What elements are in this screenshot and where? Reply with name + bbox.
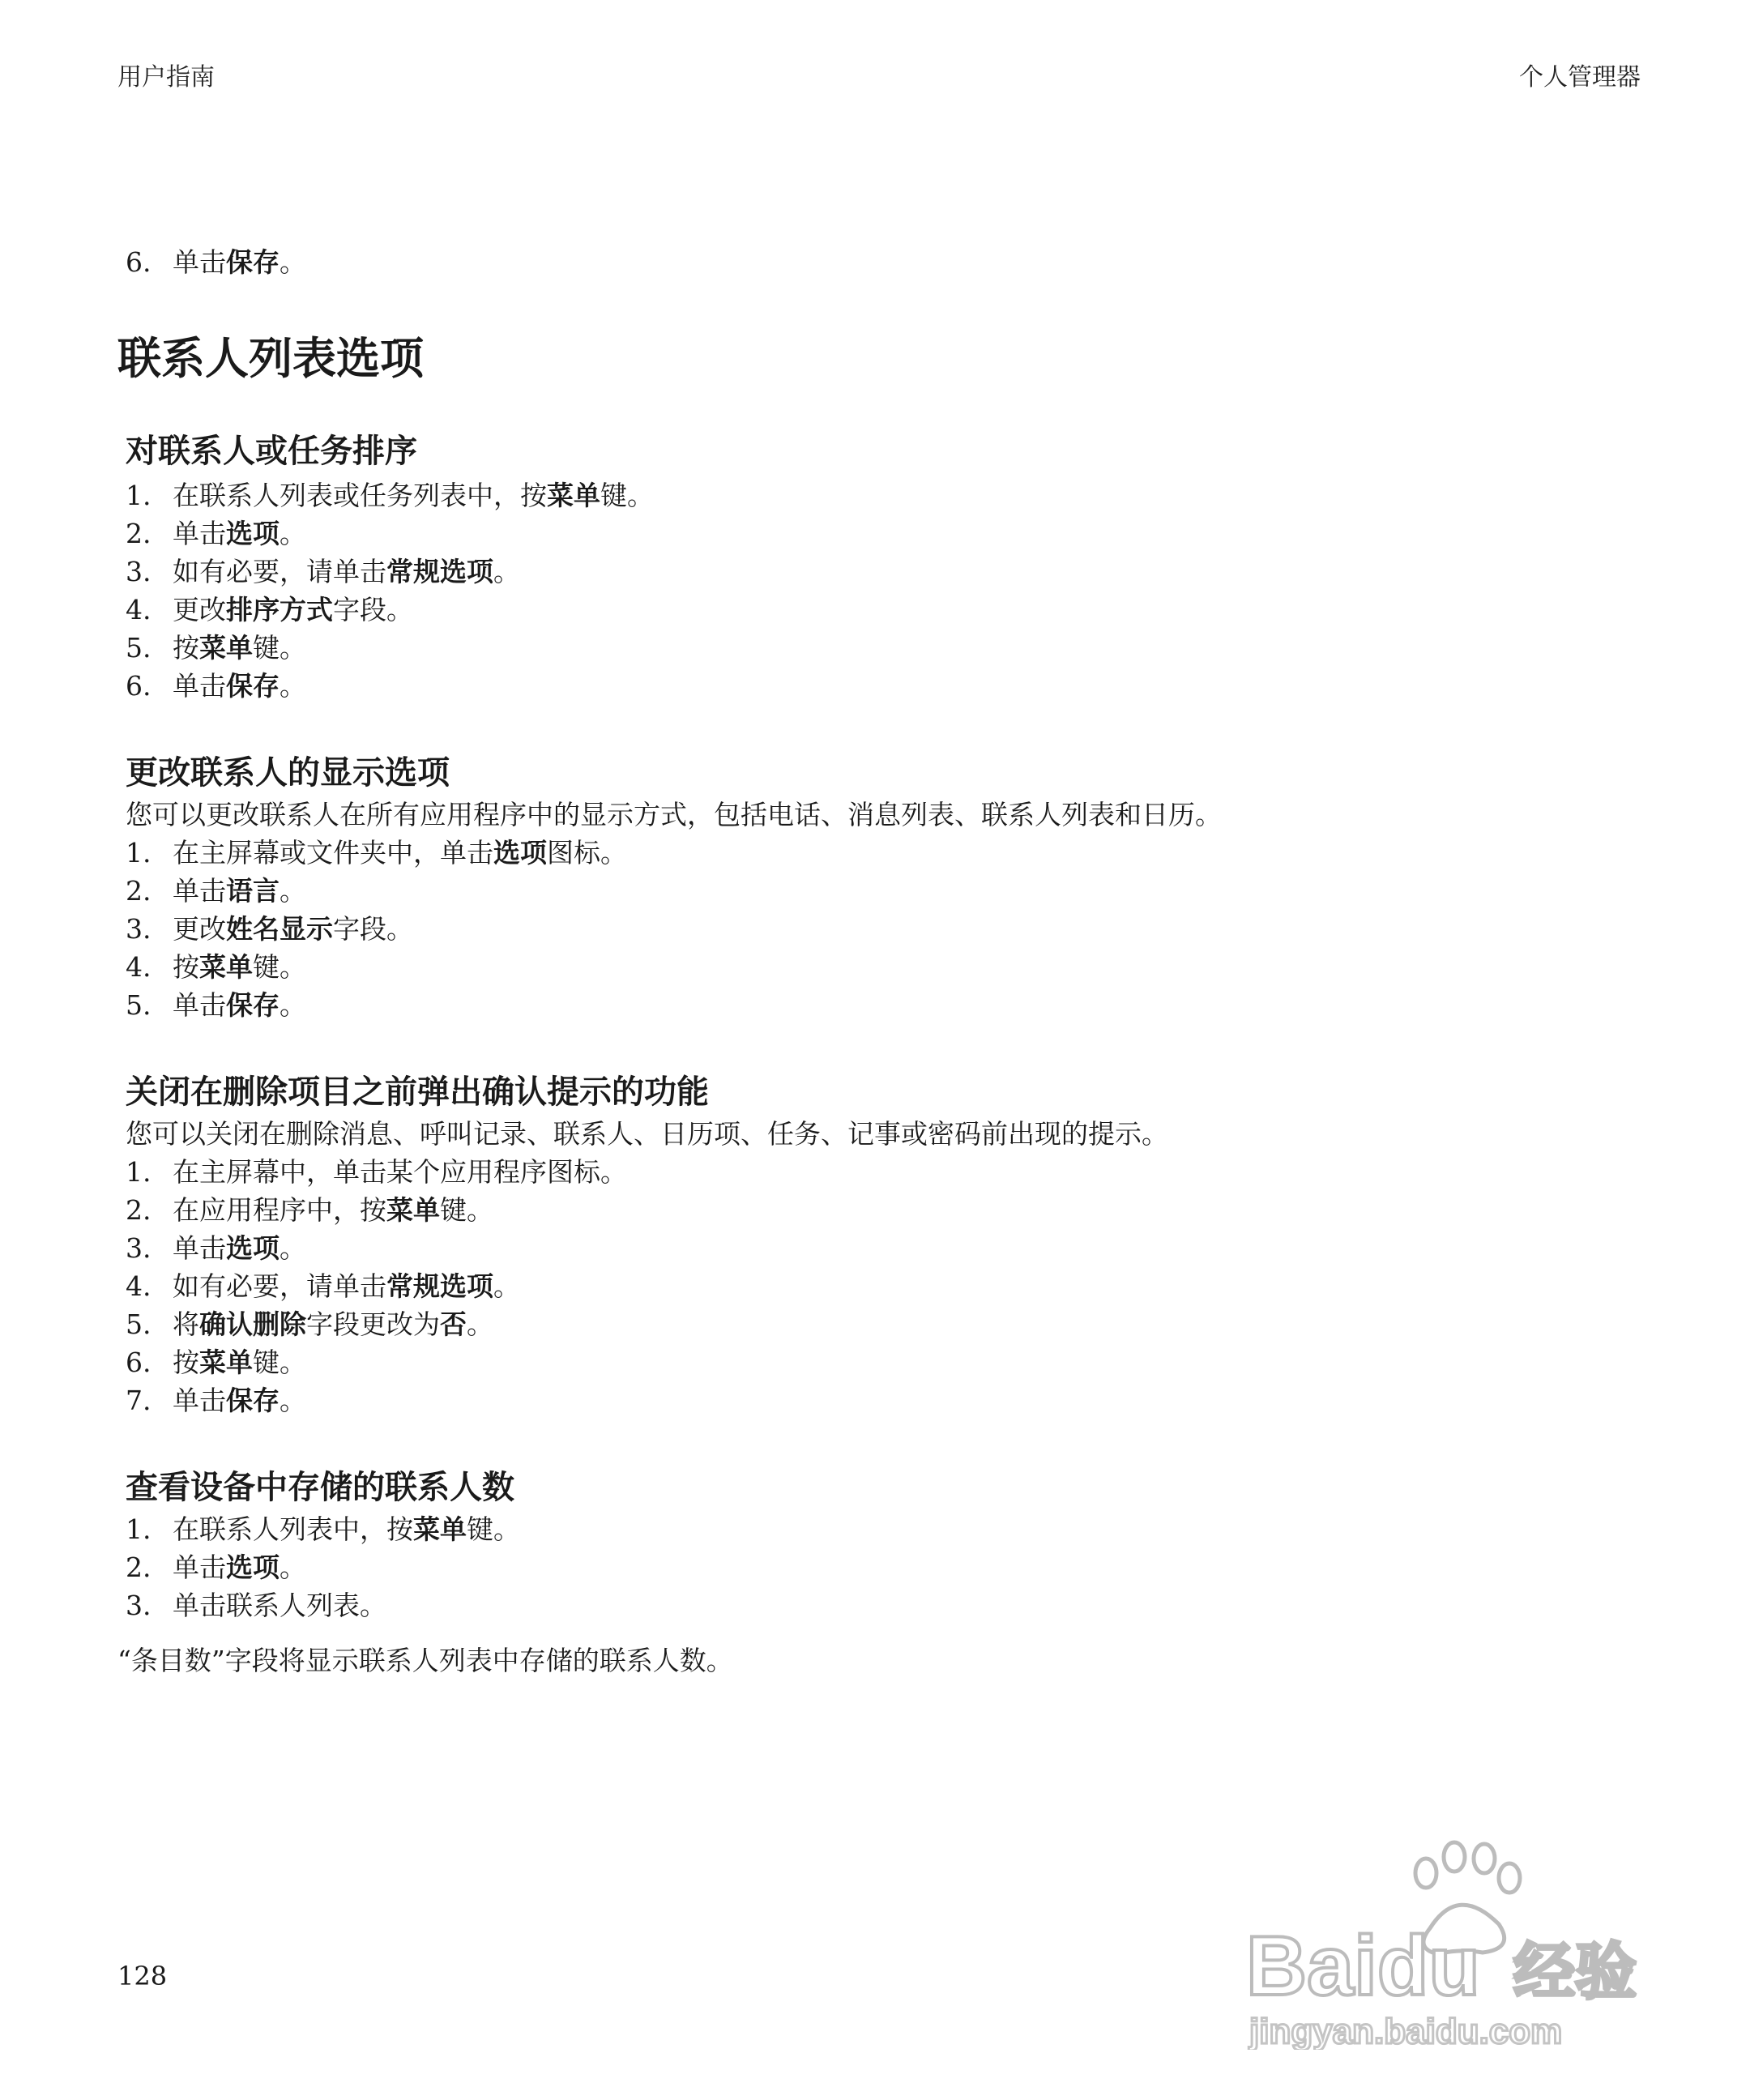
list-item <box>126 554 520 590</box>
list-item <box>126 1512 520 1547</box>
list-item <box>126 668 306 704</box>
step-number: 2. <box>126 518 152 549</box>
step-text: 更改 <box>173 913 226 945</box>
step-text: 在联系人列表或任务列表中，按 <box>173 480 547 511</box>
list-item <box>126 835 627 871</box>
step-number: 6. <box>126 1347 152 1378</box>
step-text-end: 键。 <box>253 951 306 983</box>
step-text: 在主屏幕中，单击某个应用程序图标。 <box>173 1156 627 1188</box>
step-number: 3. <box>126 1232 152 1264</box>
list-item <box>126 478 654 514</box>
running-header-left: 用户指南 <box>117 63 215 92</box>
section-outro: “条目数”字段将显示联系人列表中存储的联系人数。 <box>117 1645 733 1676</box>
list-item <box>126 950 306 985</box>
step-text: 单击 <box>173 670 226 702</box>
section-intro: 您可以关闭在删除消息、呼叫记录、联系人、日历项、任务、记事或密码前出现的提示。 <box>126 1118 1168 1150</box>
list-item <box>126 873 306 909</box>
step-number: 1. <box>126 1156 152 1188</box>
step-number: 2. <box>126 1552 152 1583</box>
step-text-end: 。 <box>280 875 306 907</box>
step-number: 3. <box>126 1590 152 1621</box>
step-keyword: 确认删除 <box>199 1308 306 1340</box>
step-number: 2. <box>126 875 152 907</box>
list-item <box>126 911 413 947</box>
step-keyword: 保存 <box>226 989 280 1021</box>
section-heading: 查看设备中存储的联系人数 <box>126 1469 514 1506</box>
section-intro: 您可以更改联系人在所有应用程序中的显示方式，包括电话、消息列表、联系人列表和日历。 <box>126 799 1222 830</box>
step-keyword: 常规选项 <box>386 556 493 587</box>
step-keyword: 菜单 <box>199 951 253 983</box>
step-keyword: 保存 <box>226 246 280 278</box>
step-text: 在主屏幕或文件夹中，单击 <box>173 837 493 869</box>
step-keyword: 保存 <box>226 1385 280 1416</box>
step-text: 在应用程序中，按 <box>173 1194 386 1226</box>
step-number: 4. <box>126 1270 152 1302</box>
step-text: 单击联系人列表。 <box>173 1590 386 1621</box>
page-title: 联系人列表选项 <box>117 333 424 384</box>
step-text-end: 。 <box>280 989 306 1021</box>
step-text: 单击 <box>173 518 226 549</box>
step-keyword-value: 否 <box>440 1308 467 1340</box>
step-number: 4. <box>126 594 152 625</box>
step-keyword: 姓名显示 <box>226 913 333 945</box>
list-item <box>126 592 413 628</box>
section-heading: 关闭在删除项目之前弹出确认提示的功能 <box>126 1073 709 1111</box>
step-text: 单击 <box>173 1385 226 1416</box>
step-text-end: 字段。 <box>333 913 413 945</box>
page-number: 128 <box>117 1961 168 1991</box>
step-text-end: 。 <box>280 1232 306 1264</box>
list-item <box>126 630 306 666</box>
step-text: 单击 <box>173 246 226 278</box>
running-header-right: 个人管理器 <box>1519 63 1641 92</box>
step-text: 单击 <box>173 1552 226 1583</box>
step-keyword: 选项 <box>226 1552 280 1583</box>
watermark-brand: Baidu <box>1246 1919 1480 2013</box>
step-keyword: 菜单 <box>199 632 253 664</box>
step-number: 6. <box>126 670 152 702</box>
baidu-watermark-logo <box>1240 1839 1661 2050</box>
step-number: 6. <box>126 246 152 278</box>
step-number: 1. <box>126 480 152 511</box>
step-keyword: 选项 <box>226 1232 280 1264</box>
step-text-end: 。 <box>280 670 306 702</box>
step-text-end: 键。 <box>600 480 654 511</box>
step-text: 如有必要，请单击 <box>173 1270 386 1302</box>
step-text-end: 。 <box>280 518 306 549</box>
step-text: 在联系人列表中，按 <box>173 1513 413 1545</box>
step-number: 1. <box>126 1513 152 1545</box>
step-number: 1. <box>126 837 152 869</box>
step-number: 3. <box>126 556 152 587</box>
step-number: 2. <box>126 1194 152 1226</box>
step-text-end: 键。 <box>440 1194 493 1226</box>
step-text-end: 键。 <box>253 632 306 664</box>
step-number: 3. <box>126 913 152 945</box>
paw-toe-icon <box>1474 1844 1495 1873</box>
list-item <box>126 1231 306 1266</box>
step-text: 更改 <box>173 594 226 625</box>
step-text: 按 <box>173 1347 199 1378</box>
watermark-url: jingyan.baidu.com <box>1249 2012 1563 2050</box>
step-text-end: 字段。 <box>333 594 413 625</box>
step-text-end: 。 <box>280 1385 306 1416</box>
step-text-end: 。 <box>280 246 306 278</box>
step-number: 4. <box>126 951 152 983</box>
step-text-end: 键。 <box>253 1347 306 1378</box>
list-item <box>126 1345 306 1381</box>
step-text: 按 <box>173 632 199 664</box>
paw-toe-icon <box>1415 1859 1436 1888</box>
step-text: 将 <box>173 1308 199 1340</box>
step-text: 单击 <box>173 989 226 1021</box>
list-item <box>126 1269 520 1304</box>
watermark-suffix: 经验 <box>1513 1938 1637 2007</box>
section-heading: 更改联系人的显示选项 <box>126 754 450 792</box>
step-text-end: 图标。 <box>547 837 627 869</box>
step-keyword: 菜单 <box>413 1513 467 1545</box>
step-text: 如有必要，请单击 <box>173 556 386 587</box>
step-keyword: 选项 <box>493 837 547 869</box>
step-keyword: 菜单 <box>547 480 600 511</box>
step-text-mid: 字段更改为 <box>306 1308 440 1340</box>
list-item <box>126 516 306 552</box>
step-number: 7. <box>126 1385 152 1416</box>
step-text-end: 。 <box>493 556 520 587</box>
step-text: 按 <box>173 951 199 983</box>
step-keyword: 保存 <box>226 670 280 702</box>
step-text-end: 键。 <box>467 1513 520 1545</box>
step-number: 5. <box>126 632 152 664</box>
step-number: 5. <box>126 1308 152 1340</box>
step-keyword: 菜单 <box>386 1194 440 1226</box>
step-keyword: 常规选项 <box>386 1270 493 1302</box>
list-item <box>126 988 306 1023</box>
step-keyword: 菜单 <box>199 1347 253 1378</box>
paw-toe-icon <box>1444 1842 1465 1872</box>
step-text-end: 。 <box>467 1308 493 1340</box>
list-item <box>126 1383 306 1419</box>
list-item <box>126 1155 627 1190</box>
list-item <box>126 1193 493 1228</box>
list-item <box>126 1550 306 1586</box>
list-item <box>126 1588 386 1624</box>
step-text: 单击 <box>173 1232 226 1264</box>
step-keyword: 排序方式 <box>226 594 333 625</box>
step-text-end: 。 <box>280 1552 306 1583</box>
section-heading: 对联系人或任务排序 <box>126 433 417 470</box>
step-keyword: 语言 <box>226 875 280 907</box>
step-text: 单击 <box>173 875 226 907</box>
list-item <box>126 1307 493 1342</box>
paw-toe-icon <box>1499 1863 1520 1893</box>
step-number: 5. <box>126 989 152 1021</box>
intro-step <box>126 245 306 280</box>
step-text-end: 。 <box>493 1270 520 1302</box>
step-keyword: 选项 <box>226 518 280 549</box>
